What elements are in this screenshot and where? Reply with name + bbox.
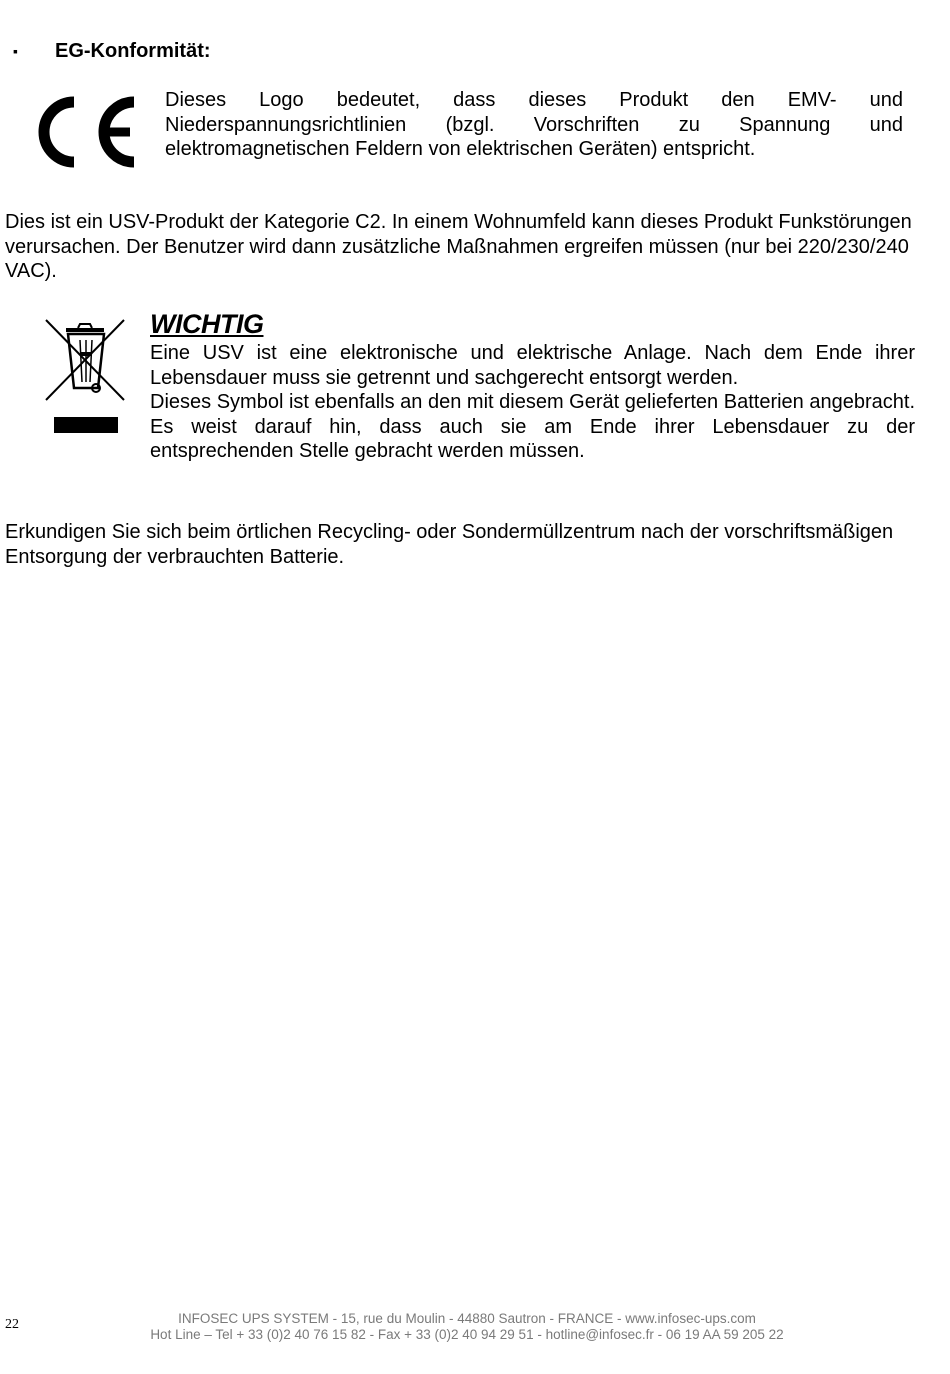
- usv-category-paragraph: Dies ist ein USV-Produkt der Kategorie C2. In einem Wohnumfeld kann dieses Produkt Funkstörungen verursachen. Der Benutzer wird dann zusätzliche Maßnahmen ergreifen müssen (nur bei 220/230/240 VAC).: [5, 211, 912, 283]
- important-text-block: [150, 341, 915, 464]
- page-number: 22: [5, 1317, 19, 1332]
- ce-description: Dieses Logo bedeutet, dass dieses Produkt den EMV- und Niederspannungsrichtlinien (bzgl. Vorschriften zu Spannung und elektromagnetischen Feldern von elektrischen Geräten) entspricht.: [165, 89, 903, 161]
- recycling-paragraph: Erkundigen Sie sich beim örtlichen Recycling- oder Sondermüllzentrum nach der vorschriftsmäßigen Entsorgung der verbrauchten Batterie.: [5, 521, 894, 568]
- important-paragraph-batteries: Dieses Symbol ist ebenfalls an den mit diesem Gerät gelieferten Batterien angebracht. Es weist darauf hin, dass auch sie am Ende ihrer Lebensdauer zu der entsprechenden Stelle gebracht werden müssen.: [150, 391, 915, 463]
- bullet-marker: ▪: [13, 43, 18, 59]
- crossed-out-wheelie-bin-icon: [42, 318, 128, 436]
- important-paragraph-disposal: Eine USV ist eine elektronische und elektrische Anlage. Nach dem Ende ihrer Lebensdauer muss sie getrennt und sachgerecht entsorgt werden.: [150, 342, 915, 389]
- footer-contact-line: Hot Line – Tel + 33 (0)2 40 76 15 82 - Fax + 33 (0)2 40 94 29 51 - hotline@infosec.fr - 06 19 AA 59 205 22: [150, 1327, 784, 1342]
- section-title: EG-Konformität:: [55, 40, 211, 62]
- footer-address-line: INFOSEC UPS SYSTEM - 15, rue du Moulin - 44880 Sautron - FRANCE - www.infosec-ups.com: [178, 1311, 756, 1326]
- ce-mark-icon: [38, 94, 142, 170]
- important-heading: WICHTIG: [150, 309, 264, 339]
